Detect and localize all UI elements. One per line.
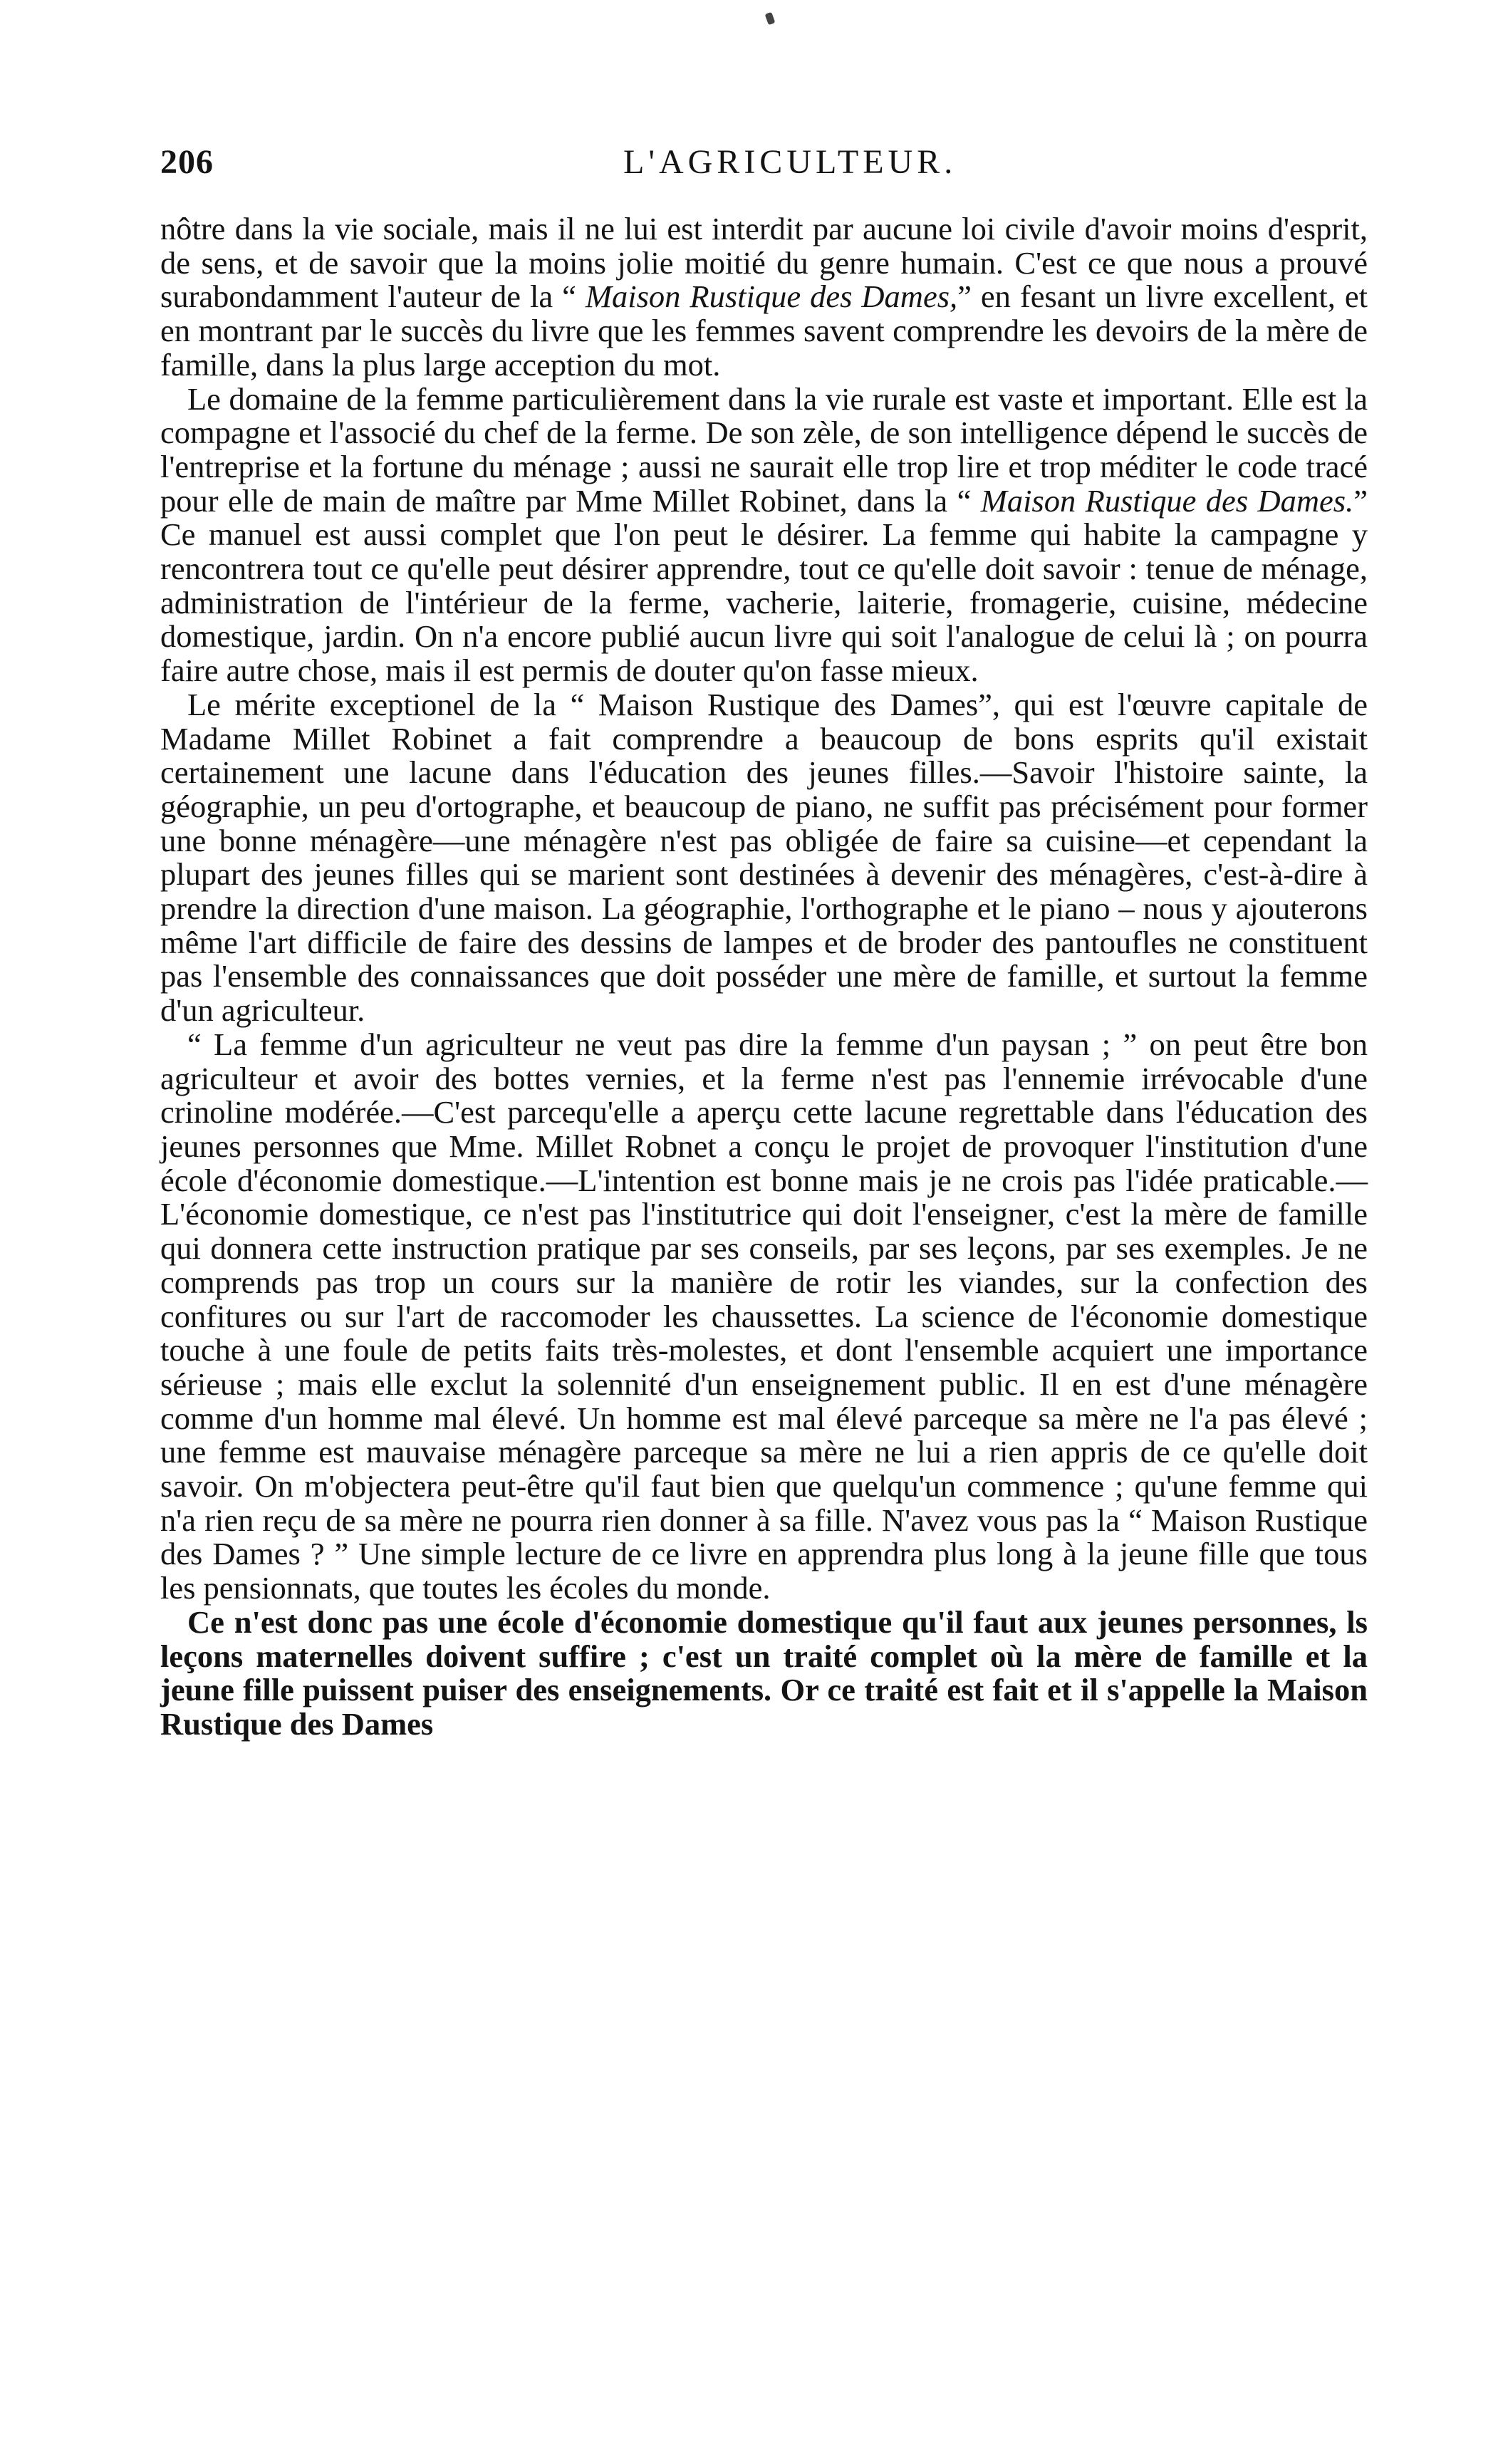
paragraph-4-text: “ La femme d'un agriculteur ne veut pas dire la femme d'un paysan ; ” on peut être bon agriculteur et avoir des bottes vernies, et la ferme n'est pas l'ennemie irrévocable d'une crinoline modérée.—C'est parcequ'elle a aperçu cette lacune regrettable dans l'éducation des jeunes personnes que Mme. Millet Robnet a conçu le projet de provoquer l'institution d'une école d'économie domestique.—L'intention est bonne mais je ne crois pas l'idée praticable.—L'économie domestique, ce n'est pas l'institutrice qui doit l'enseigner, c'est la mère de famille qui donnera cette instruction pratique par ses conseils, par ses leçons, par ses exemples. Je ne comprends pas trop un cours sur la manière de rotir les viandes, sur la confection des confitures ou sur l'art de raccomoder les chaussettes. La science de l'économie domestique touche à une foule de petits faits très-molestes, et dont l'ensemble acquiert une importance sérieuse ; mais elle exclut la solennité d'un enseignement public. Il en est d'une ménagère comme d'un homme mal élevé. Un homme est mal élevé parceque sa mère ne l'a pas élevé ; une femme est mauvaise ménagère parceque sa mère ne lui a rien appris de ce qu'elle doit savoir. On m'objectera peut-être qu'il faut bien que quelqu'un commence ; qu'une femme qui n'a rien reçu de sa mère ne pourra rien donner à sa fille. N'avez vous pas la “ Maison Rustique des Dames ? ” Une simple lecture de ce livre en apprendra plus long à la jeune fille que tous les pensionnats, que toutes les écoles du monde.	[160, 1026, 1368, 1606]
paragraph-2	[160, 380, 1368, 689]
paragraph-1-text: nôtre dans la vie sociale, mais il ne lui est interdit par aucune loi civile d'avoir moins d'esprit, de sens, et de savoir que la moins jolie moitié du genre humain. C'est ce que nous a prouvé surabondamment l'auteur de la “	[160, 211, 1368, 315]
paragraph-3	[160, 688, 1368, 1028]
paragraph-3-text: Le mérite exceptionel de la “ Maison Rustique des Dames”, qui est l'œuvre capitale de Madame Millet Robinet a fait comprendre a beaucoup de bons esprits qu'il existait certainement une lacune dans l'éducation des jeunes filles.—Savoir l'histoire sainte, la géographie, un peu d'ortographe, et beaucoup de piano, ne suffit pas précisément pour former une bonne ménagère—une ménagère n'est pas obligée de faire sa cuisine—et cependant la plupart des jeunes filles qui se marient sont destinées à devenir des ménagères, c'est-à-dire à prendre la direction d'une maison. La géographie, l'orthographe et le piano – nous y ajouterons même l'art difficile de faire des dessins de lampes et de broder des pantoufles ne constituent pas l'ensemble des connaissances que doit posséder une mère de famille, et surtout la femme d'un agriculteur.	[160, 686, 1368, 1029]
page-header	[160, 142, 1368, 192]
paragraph-2-text: Le domaine de la femme particulièrement dans la vie rurale est vaste et important. Elle est la compagne et l'associé du chef de la ferme. De son zèle, de son intelligence dépend le succès de l'entreprise et la fortune du ménage ; aussi ne saurait elle trop lire et trop méditer le code tracé pour elle de main de maître par Mme Millet Robinet, dans la “	[160, 380, 1368, 519]
paragraph-1-text-end: ” en fesant un livre excellent, et en montrant par le succès du livre que les femmes savent comprendre les devoirs de la mère de famille, dans la plus large acception du mot.	[160, 279, 1368, 383]
paragraph-5	[160, 1603, 1368, 1742]
paragraph-5-text: Ce n'est donc pas une école d'économie domestique qu'il faut aux jeunes personnes, ls leçons maternelles doivent suffire ; c'est un traité complet où la mère de famille et la jeune fille puissent puiser des enseignements. Or ce traité est fait et il s'appelle la Maison Rustique des Dames	[160, 1603, 1368, 1742]
page-number: 206	[160, 143, 214, 181]
paragraph-1	[160, 212, 1368, 383]
running-title: L'AGRICULTEUR.	[623, 143, 957, 181]
article-body	[160, 212, 1368, 1742]
book-title-maison-rustique-2: Maison Rustique des Dames.	[980, 482, 1354, 519]
paragraph-4	[160, 1028, 1368, 1606]
book-title-maison-rustique: Maison Rustique des Dames,	[585, 279, 958, 315]
ink-speck-mark	[765, 12, 776, 25]
paragraph-2-text-end: ” Ce manuel est aussi complet que l'on peut le désirer. La femme qui habite la campagne y rencontrera tout ce qu'elle peut désirer apprendre, tout ce qu'elle doit savoir : tenue de ménage, administration de l'intérieur de la ferme, vacherie, laiterie, fromagerie, cuisine, médecine domestique, jardin. On n'a encore publié aucun livre qui soit l'analogue de celui là ; on pourra faire autre chose, mais il est permis de douter qu'on fasse mieux.	[160, 482, 1368, 689]
